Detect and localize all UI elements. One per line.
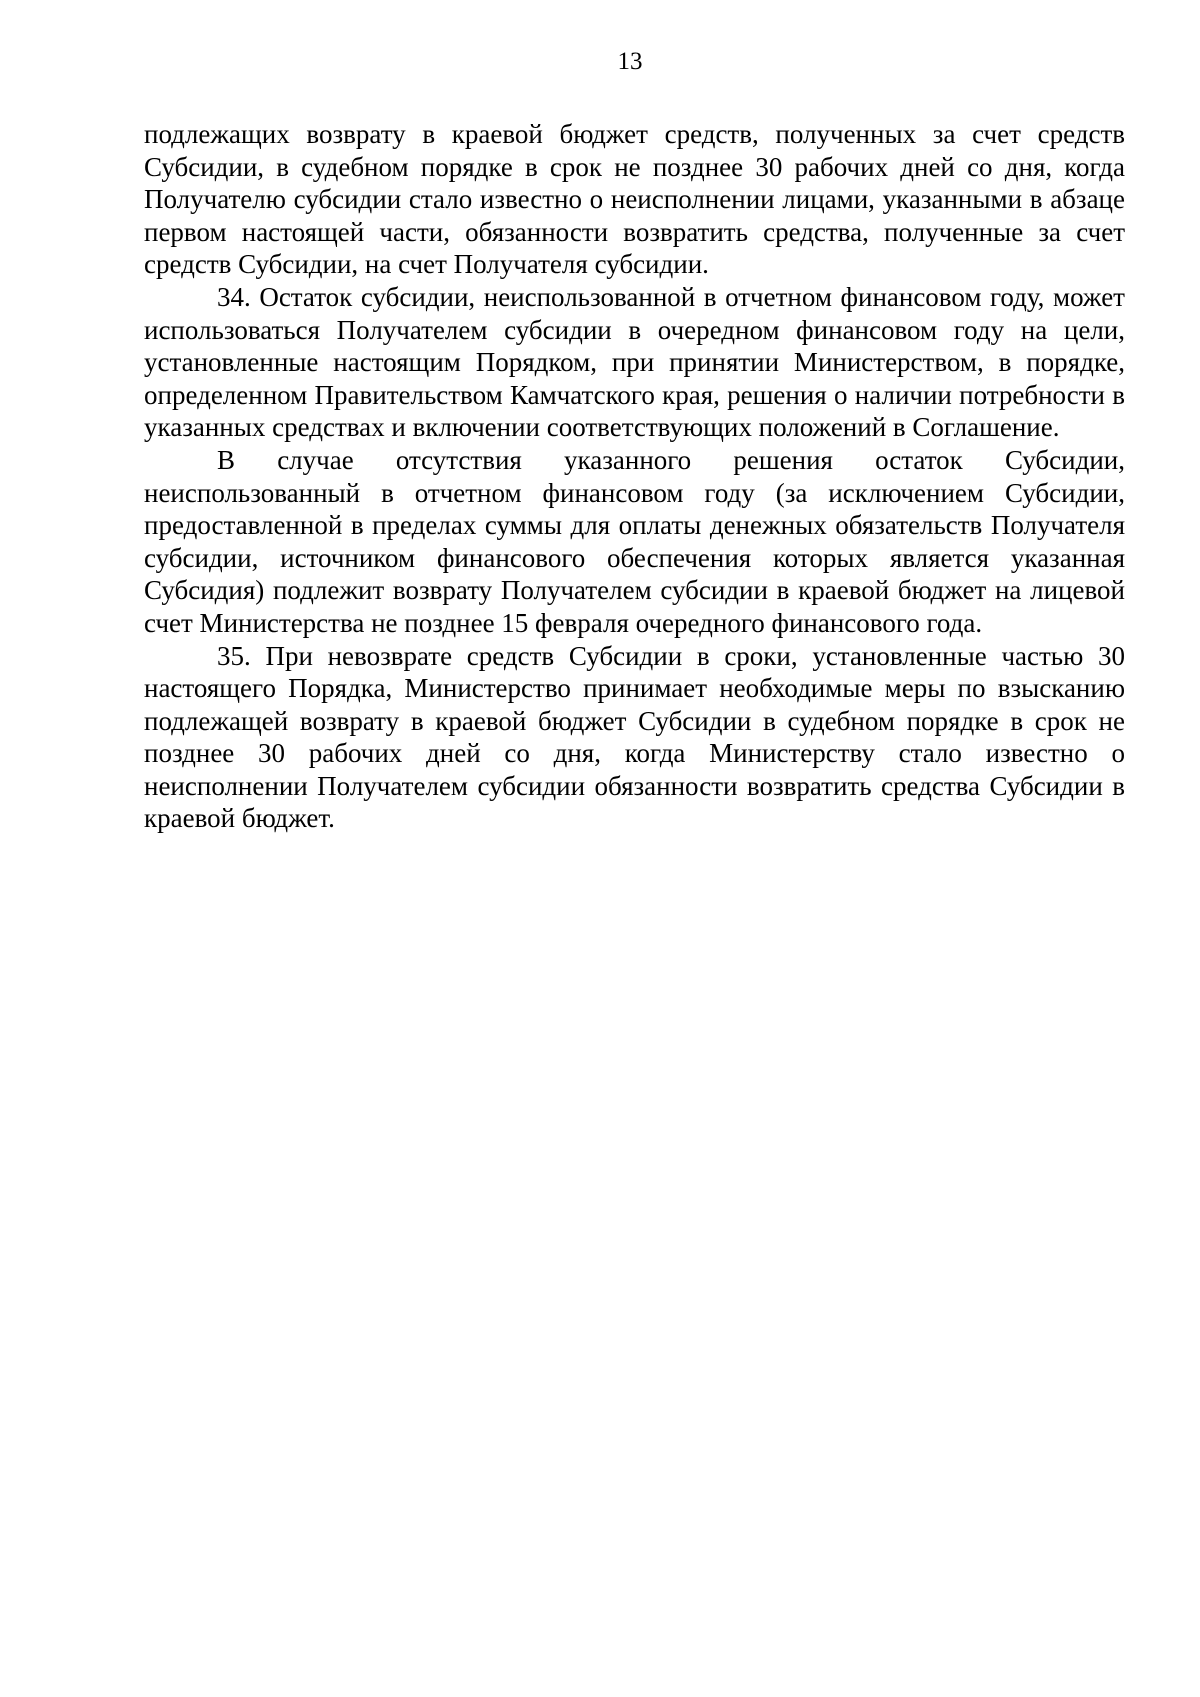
document-body [144, 118, 1125, 835]
page-number: 13 [617, 48, 643, 75]
paragraph-continuation: подлежащих возврату в краевой бюджет средств, полученных за счет средств Субсидии, в судебном порядке в срок не позднее 30 рабочих дней со дня, когда Получателю субсидии стало известно о неисполнении лицами, указанными в абзаце первом настоящей части, обязанности возвратить средства, полученные за счет средств Субсидии, на счет Получателя субсидии. [144, 119, 1125, 280]
paragraph-35: 35. При невозврате средств Субсидии в сроки, установленные частью 30 настоящего Порядка, Министерство принимает необходимые меры по взысканию подлежащей возврату в краевой бюджет Субсидии в судебном порядке в срок не позднее 30 рабочих дней со дня, когда Министерству стало известно о неисполнении Получателем субсидии обязанности возвратить средства Субсидии в краевой бюджет. [144, 640, 1125, 834]
paragraph-34-second: В случае отсутствия указанного решения остаток Субсидии, неиспользованный в отчетном финансовом году (за исключением Субсидии, предоставленной в пределах суммы для оплаты денежных обязательств Получателя субсидии, источником финансового обеспечения которых является указанная Субсидия) подлежит возврату Получателем субсидии в краевой бюджет на лицевой счет Министерства не позднее 15 февраля очередного финансового года. [144, 444, 1125, 638]
paragraph-34: 34. Остаток субсидии, неиспользованной в отчетном финансовом году, может использоваться Получателем субсидии в очередном финансовом году на цели, установленные настоящим Порядком, при принятии Министерством, в порядке, определенном Правительством Камчатского края, решения о наличии потребности в указанных средствах и включении соответствующих положений в Соглашение. [144, 281, 1125, 443]
